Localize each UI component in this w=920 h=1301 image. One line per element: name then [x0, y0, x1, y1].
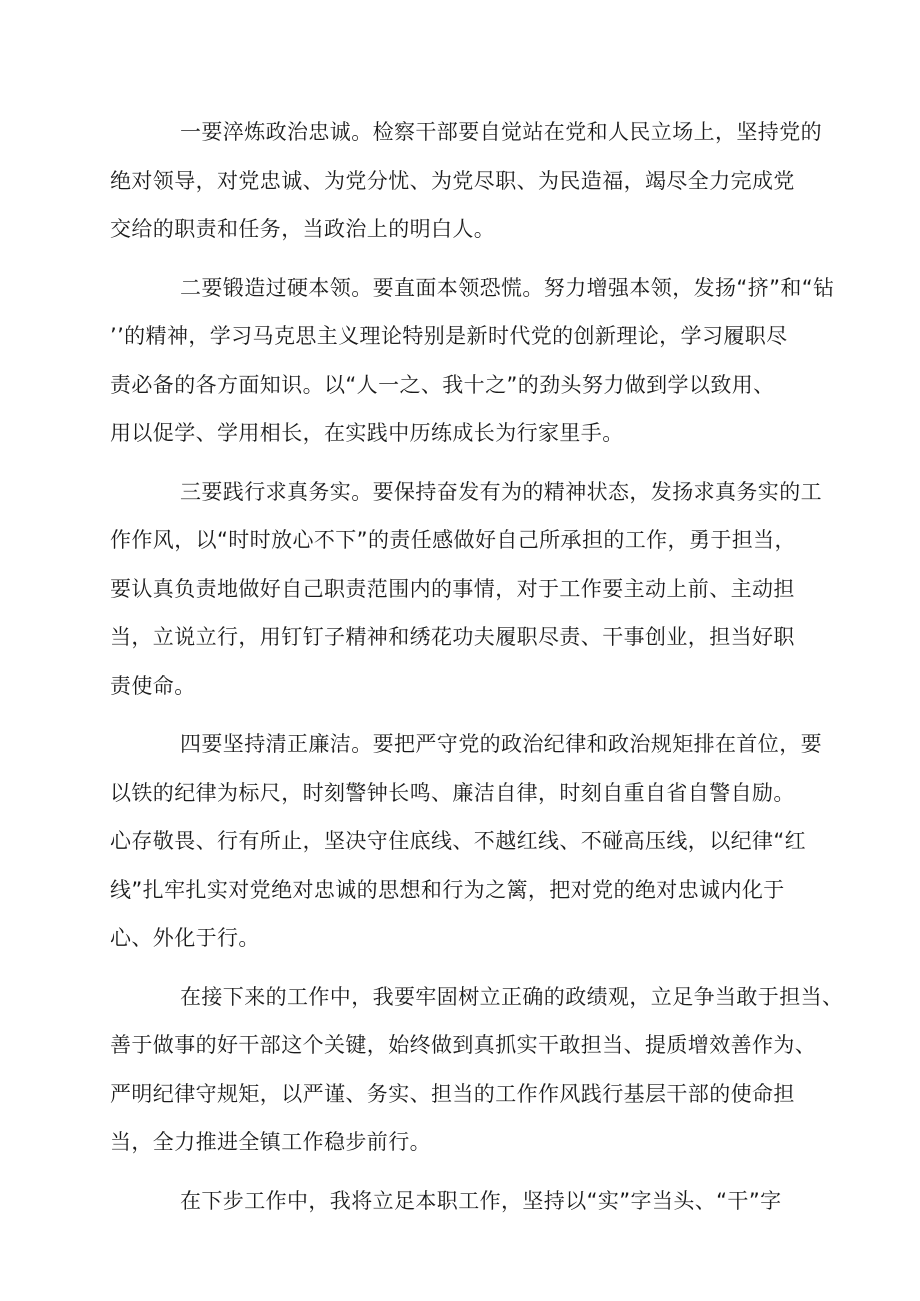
paragraph-line: 善于做事的好干部这个关键，始终做到真抓实干敢担当、提质增效善作为、: [110, 1033, 817, 1057]
paragraph-line: 绝对领导，对党忠诚、为党分忧、为党尽职、为民造福，竭尽全力完成党: [110, 168, 795, 193]
paragraph-3: [110, 468, 822, 711]
paragraph-4: [110, 720, 822, 963]
paragraph-line: 以铁的纪律为标尺，时刻警钟长鸣、廉洁自律，时刻自重自省自警自励。: [110, 780, 795, 805]
paragraph-line: 在下步工作中，我将立足本职工作，坚持以“实”字当头、“干”字: [180, 1188, 782, 1213]
paragraph-line: 责使命。: [110, 673, 196, 698]
paragraph-line: 当，全力推进全镇工作稳步前行。: [110, 1130, 431, 1154]
paragraph-line: 用以促学、学用相长，在实践中历练成长为行家里手。: [110, 421, 624, 445]
paragraph-line: 一要淬炼政治忠诚。检察干部要自觉站在党和人民立场上，坚持党的: [180, 120, 822, 144]
paragraph-line: 三要践行求真务实。要保持奋发有为的精神状态，发扬求真务实的工: [180, 479, 822, 504]
paragraph-line: 二要锻造过硬本领。要直面本领恐慌。努力增强本领，发扬“挤”和“钻: [180, 275, 835, 300]
document-body: [110, 108, 844, 1235]
paragraph-line: 当，立说立行，用钉钉子精神和绣花功夫履职尽责、干事创业，担当好职: [110, 625, 795, 649]
paragraph-2: [110, 264, 835, 458]
paragraph-line: 作作风，以“时时放心不下”的责任感做好自己所承担的工作，勇于担当，: [110, 528, 796, 552]
paragraph-line: ’’的精神，学习马克思主义理论特别是新时代党的创新理论，学习履职尽: [110, 324, 788, 348]
paragraph-line: 责必备的各方面知识。以“人一之、我十之”的劲头努力做到学以致用、: [110, 372, 775, 397]
paragraph-line: 要认真负责地做好自己职责范围内的事情，对于工作要主动上前、主动担: [110, 576, 795, 601]
paragraph-line: 严明纪律守规矩，以严谨、务实、担当的工作作风践行基层干部的使命担: [110, 1081, 795, 1106]
paragraph-line: 四要坚持清正廉洁。要把严守党的政治纪律和政治规矩排在首位，要: [180, 732, 822, 756]
paragraph-5: [110, 973, 844, 1167]
paragraph-line: 线”扎牢扎实对党绝对忠诚的思想和行为之篱，把对党的绝对忠诚内化于: [110, 877, 785, 902]
paragraph-line: 心存敬畏、行有所止，坚决守住底线、不越红线、不碰高压线，以纪律“红: [110, 829, 807, 853]
paragraph-1: [110, 108, 822, 254]
paragraph-line: 交给的职责和任务，当政治上的明白人。: [110, 217, 496, 241]
paragraph-6: [110, 1177, 800, 1226]
paragraph-line: 心、外化于行。: [110, 926, 260, 950]
paragraph-line: 在接下来的工作中，我要牢固树立正确的政绩观，立足争当敢于担当、: [180, 984, 844, 1009]
